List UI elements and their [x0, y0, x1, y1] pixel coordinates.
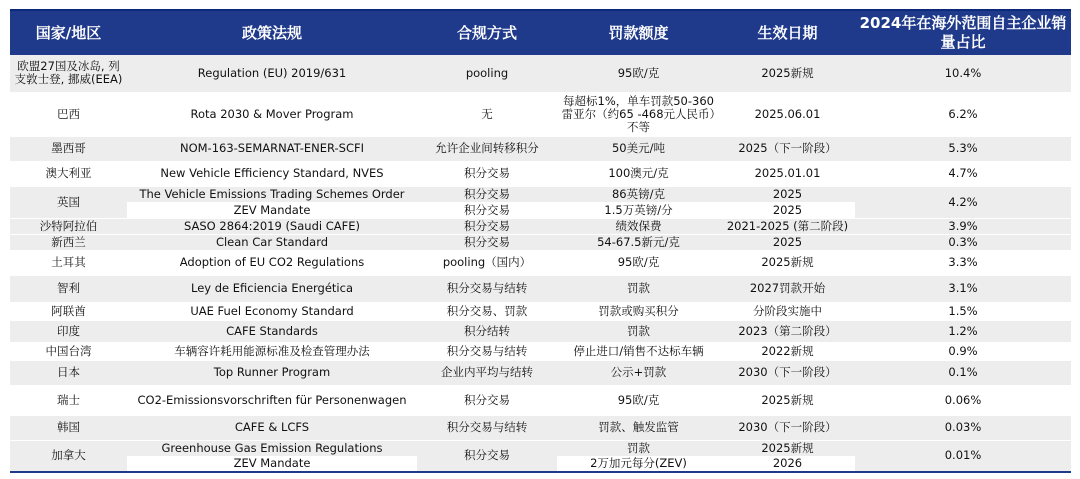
cell-date: 2025（下一阶段） [720, 136, 855, 161]
cell-region: 澳大利亚 [10, 161, 127, 186]
table-row [10, 161, 1071, 186]
cell-date: 2023（第二阶段） [720, 320, 855, 342]
table-row [10, 234, 1071, 250]
header-method: 合规方式 [417, 10, 557, 55]
cell-policy: Regulation (EU) 2019/631 [127, 55, 417, 92]
cell-date: 分阶段实施中 [720, 302, 855, 320]
cell-date: 2025.06.01 [720, 92, 855, 136]
cell-policy: ZEV Mandate [127, 202, 417, 218]
cell-fine: 罚款 [557, 320, 720, 342]
cell-region: 沙特阿拉伯 [10, 218, 127, 234]
cell-method: 无 [417, 92, 557, 136]
cell-share: 3.9% [855, 218, 1071, 234]
header-share: 2024年在海外范围自主企业销量占比 [855, 10, 1071, 55]
cell-policy: CAFE & LCFS [127, 415, 417, 440]
cell-date: 2030（下一阶段） [720, 360, 855, 385]
cell-policy: CAFE Standards [127, 320, 417, 342]
cell-region: 中国台湾 [10, 342, 127, 360]
cell-method: 积分交易与结转 [417, 275, 557, 302]
cell-method: 积分交易 [417, 202, 557, 218]
table-row [10, 55, 1071, 92]
cell-region: 土耳其 [10, 250, 127, 275]
cell-share: 10.4% [855, 55, 1071, 92]
cell-fine: 95欧/克 [557, 250, 720, 275]
cell-fine: 100澳元/克 [557, 161, 720, 186]
cell-policy: ZEV Mandate [127, 456, 417, 472]
cell-policy: Rota 2030 & Mover Program [127, 92, 417, 136]
cell-share: 0.03% [855, 415, 1071, 440]
cell-date: 2021-2025 (第二阶段) [720, 218, 855, 234]
cell-share: 1.2% [855, 320, 1071, 342]
table-row [10, 92, 1071, 136]
table-row [10, 360, 1071, 385]
cell-method: pooling [417, 55, 557, 92]
cell-fine: 停止进口/销售不达标车辆 [557, 342, 720, 360]
table-header [10, 10, 1071, 55]
cell-date: 2025新规 [720, 440, 855, 456]
table-row [10, 218, 1071, 234]
cell-policy: Ley de Eficiencia Energética [127, 275, 417, 302]
cell-policy: Adoption of EU CO2 Regulations [127, 250, 417, 275]
cell-fine: 罚款 [557, 275, 720, 302]
cell-method: 积分交易 [417, 218, 557, 234]
cell-method: 积分交易与结转 [417, 415, 557, 440]
cell-share: 0.01% [855, 440, 1071, 472]
cell-method: 允许企业间转移积分 [417, 136, 557, 161]
cell-share: 0.9% [855, 342, 1071, 360]
table-row [10, 186, 1071, 202]
table-row [10, 302, 1071, 320]
cell-method: 企业内平均与结转 [417, 360, 557, 385]
cell-share: 4.2% [855, 186, 1071, 218]
cell-fine: 公示+罚款 [557, 360, 720, 385]
cell-share: 3.3% [855, 250, 1071, 275]
cell-policy: New Vehicle Efficiency Standard, NVES [127, 161, 417, 186]
cell-region: 巴西 [10, 92, 127, 136]
cell-policy: The Vehicle Emissions Trading Schemes Order [127, 186, 417, 202]
cell-date: 2025 [720, 202, 855, 218]
cell-share: 0.3% [855, 234, 1071, 250]
cell-method: 积分交易 [417, 440, 557, 472]
cell-policy: SASO 2864:2019 (Saudi CAFE) [127, 218, 417, 234]
cell-share: 4.7% [855, 161, 1071, 186]
table-row [10, 385, 1071, 415]
cell-region: 智利 [10, 275, 127, 302]
cell-method: 积分结转 [417, 320, 557, 342]
cell-fine: 罚款或购买积分 [557, 302, 720, 320]
header-fine: 罚款额度 [557, 10, 720, 55]
table-row [10, 275, 1071, 302]
cell-fine: 86英镑/克 [557, 186, 720, 202]
cell-policy: Top Runner Program [127, 360, 417, 385]
cell-region: 瑞士 [10, 385, 127, 415]
cell-share: 0.06% [855, 385, 1071, 415]
cell-fine: 95欧/克 [557, 55, 720, 92]
cell-share: 5.3% [855, 136, 1071, 161]
cell-fine: 罚款 [557, 440, 720, 456]
cell-region: 新西兰 [10, 234, 127, 250]
cell-region: 阿联酋 [10, 302, 127, 320]
cell-fine: 54-67.5新元/克 [557, 234, 720, 250]
cell-method: 积分交易 [417, 186, 557, 202]
table-row [10, 342, 1071, 360]
cell-method: 积分交易 [417, 161, 557, 186]
cell-date: 2026 [720, 456, 855, 472]
cell-share: 1.5% [855, 302, 1071, 320]
table-row [10, 136, 1071, 161]
table-row [10, 440, 1071, 456]
table-row [10, 250, 1071, 275]
cell-fine: 罚款、触发监管 [557, 415, 720, 440]
cell-method: 积分交易与结转 [417, 342, 557, 360]
cell-fine: 2万加元每分(ZEV) [557, 456, 720, 472]
header-region: 国家/地区 [10, 10, 127, 55]
cell-date: 2025.01.01 [720, 161, 855, 186]
cell-policy: CO2-Emissionsvorschriften für Personenwagen [127, 385, 417, 415]
cell-region: 加拿大 [10, 440, 127, 472]
table-row [10, 320, 1071, 342]
cell-date: 2025 [720, 234, 855, 250]
cell-date: 2025 [720, 186, 855, 202]
cell-policy: Clean Car Standard [127, 234, 417, 250]
cell-date: 2025新规 [720, 55, 855, 92]
cell-region: 韩国 [10, 415, 127, 440]
cell-date: 2027罚款开始 [720, 275, 855, 302]
cell-share: 3.1% [855, 275, 1071, 302]
header-row [10, 10, 1071, 55]
cell-region: 日本 [10, 360, 127, 385]
table-row [10, 415, 1071, 440]
cell-region: 印度 [10, 320, 127, 342]
cell-method: pooling（国内） [417, 250, 557, 275]
cell-policy: UAE Fuel Economy Standard [127, 302, 417, 320]
cell-date: 2022新规 [720, 342, 855, 360]
cell-date: 2025新规 [720, 250, 855, 275]
cell-region: 欧盟27国及冰岛, 列支敦士登, 挪威(EEA) [10, 55, 127, 92]
cell-share: 0.1% [855, 360, 1071, 385]
cell-method: 积分交易 [417, 234, 557, 250]
regulation-table-container [10, 9, 1071, 474]
cell-fine: 绩效保费 [557, 218, 720, 234]
cell-policy: Greenhouse Gas Emission Regulations [127, 440, 417, 456]
cell-policy: NOM-163-SEMARNAT-ENER-SCFI [127, 136, 417, 161]
cell-method: 积分交易、罚款 [417, 302, 557, 320]
cell-date: 2025新规 [720, 385, 855, 415]
regulation-table [10, 9, 1071, 473]
table-body [10, 55, 1071, 472]
cell-method: 积分交易 [417, 385, 557, 415]
cell-policy: 车辆容许耗用能源标准及检查管理办法 [127, 342, 417, 360]
header-policy: 政策法规 [127, 10, 417, 55]
cell-region: 墨西哥 [10, 136, 127, 161]
cell-fine: 1.5万英镑/分 [557, 202, 720, 218]
header-date: 生效日期 [720, 10, 855, 55]
cell-fine: 每超标1%，单车罚款50-360雷亚尔（约65 -468元人民币）不等 [557, 92, 720, 136]
cell-fine: 50美元/吨 [557, 136, 720, 161]
cell-share: 6.2% [855, 92, 1071, 136]
cell-region: 英国 [10, 186, 127, 218]
cell-fine: 95欧/克 [557, 385, 720, 415]
cell-date: 2030（下一阶段） [720, 415, 855, 440]
